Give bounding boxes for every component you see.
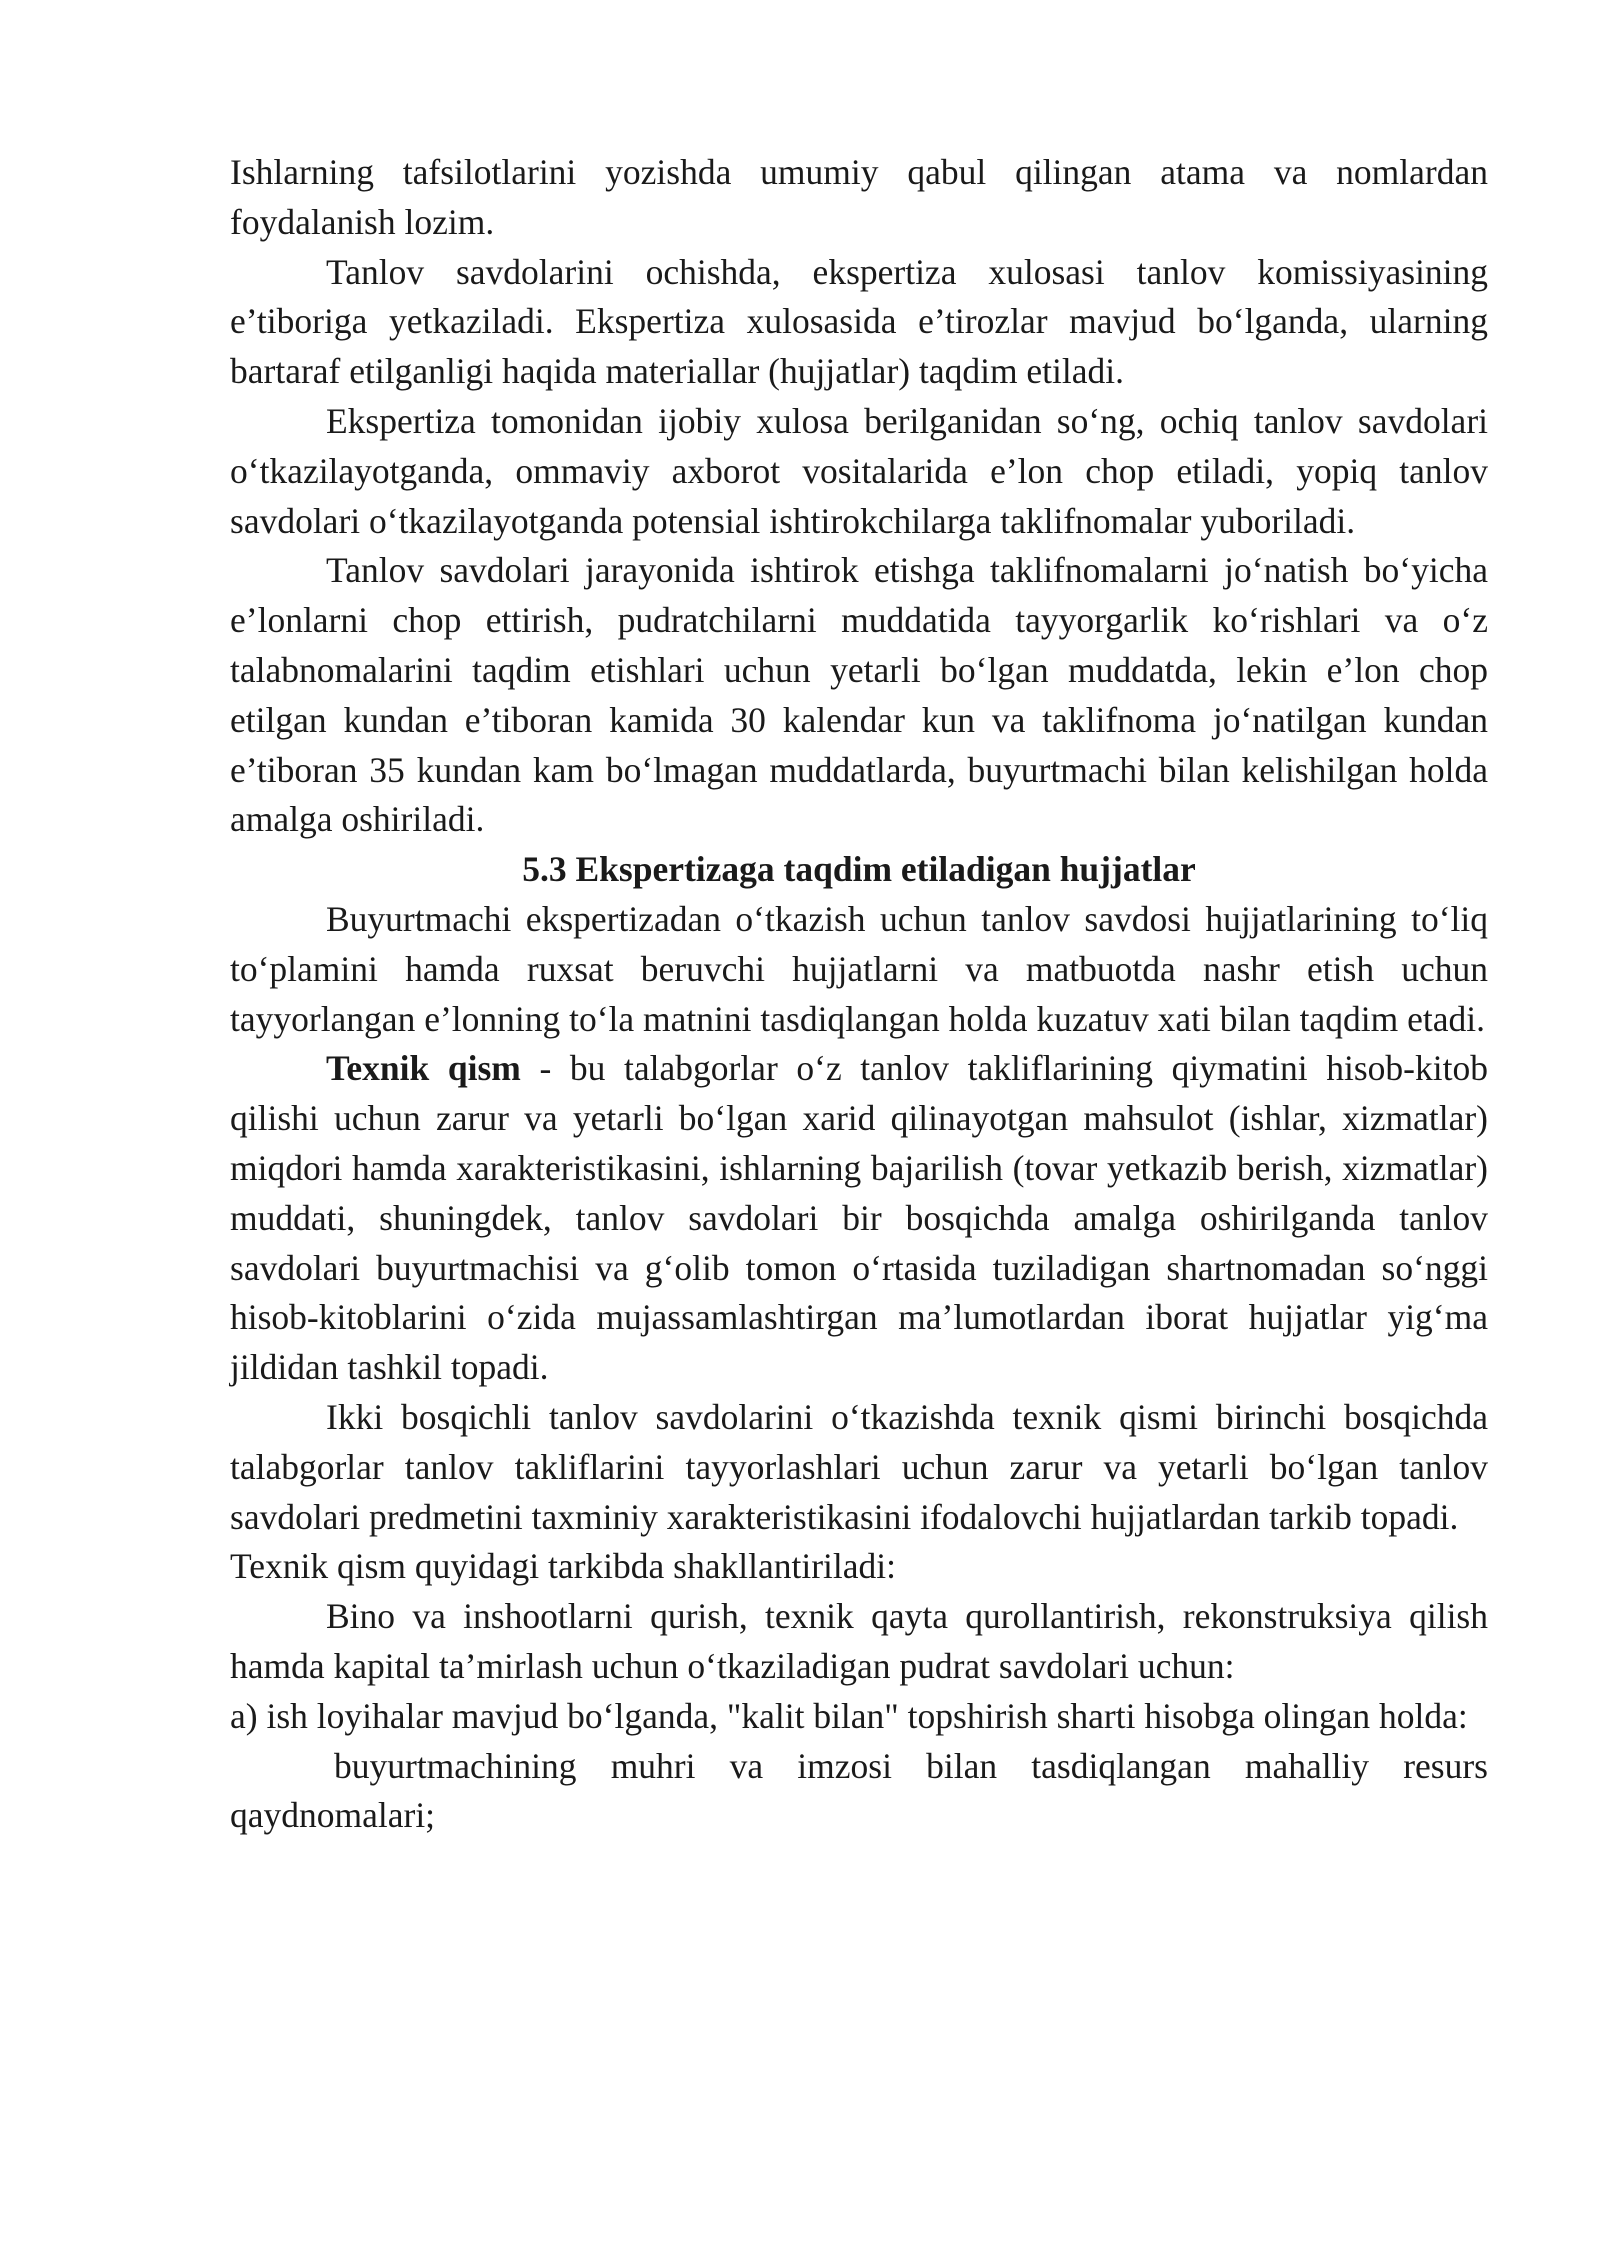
document-page [230,148,1488,1841]
paragraph-8: Texnik qism quyidagi tarkibda shakllantiriladi: [230,1546,896,1587]
paragraph-3: Ekspertiza tomonidan ijobiy xulosa berilganidan so‘ng, ochiq tanlov savdolari o‘tkazilayotganda, ommaviy axborot vositalarida e’lon chop etiladi, yopiq tanlov savdolari o‘tkazilayotganda potensial ishtirokchilarga taklifnomalar yuboriladi. [230,400,1488,541]
paragraph-10: a) ish loyihalar mavjud bo‘lganda, "kalit bilan" topshirish sharti hisobga olingan holda: [230,1695,1468,1736]
paragraph-1: Ishlarning tafsilotlarini yozishda umumiy qabul qilingan atama va nomlardan foydalanish lozim. [230,152,1488,242]
paragraph-7: Ikki bosqichli tanlov savdolarini o‘tkazishda texnik qismi birinchi bosqichda talabgorlar tanlov takliflarini tayyorlashlari uchun zarur va yetarli bo‘lgan tanlov savdolari predmetini taxminiy xarakteristikasini ifodalovchi hujjatlardan tarkib topadi. [230,1396,1488,1537]
paragraph-5: Buyurtmachi ekspertizadan o‘tkazish uchun tanlov savdosi hujjatlarining to‘liq to‘plamini hamda ruxsat beruvchi hujjatlarni va matbuotda nashr etish uchun tayyorlangan e’lonning to‘la matnini tasdiqlangan holda kuzatuv xati bilan taqdim etadi. [230,898,1488,1039]
paragraph-9: Bino va inshootlarni qurish, texnik qayta qurollantirish, rekonstruksiya qilish hamda kapital ta’mirlash uchun o‘tkaziladigan pudrat savdolari uchun: [230,1596,1488,1686]
paragraph-6 [230,1044,1488,1393]
paragraph-2: Tanlov savdolarini ochishda, ekspertiza xulosasi tanlov komissiyasining e’tiboriga yetkaziladi. Ekspertiza xulosasida e’tirozlar mavjud bo‘lganda, ularning bartaraf etilganligi haqida materiallar (hujjatlar) taqdim etiladi. [230,251,1488,392]
term-texnik-qism: Texnik qism [326,1048,521,1089]
paragraph-11: buyurtmachining muhri va imzosi bilan tasdiqlangan mahalliy resurs qaydnomalari; [230,1745,1488,1836]
section-heading: 5.3 Ekspertizaga taqdim etiladigan hujjatlar [522,849,1196,890]
paragraph-4: Tanlov savdolari jarayonida ishtirok etishga taklifnomalarni jo‘natish bo‘yicha e’lonlarni chop ettirish, pudratchilarni muddatida tayyorgarlik ko‘rishlari va o‘z talabnomalarini taqdim etishlari uchun yetarli bo‘lgan muddatda, lekin e’lon chop etilgan kundan e’tiboran kamida 30 kalendar kun va taklifnoma jo‘natilgan kundan e’tiboran 35 kundan kam bo‘lmagan muddatlarda, buyurtmachi bilan kelishilgan holda amalga oshiriladi. [230,550,1488,840]
paragraph-6-text: - bu talabgorlar o‘z tanlov takliflarining qiymatini hisob-kitob qilishi uchun zarur va yetarli bo‘lgan xarid qilinayotgan mahsulot (ishlar, xizmatlar) miqdori hamda xarakteristikasini, ishlarning bajarilish (tovar yetkazib berish, xizmatlar) muddati, shuningdek, tanlov savdolari bir bosqichda amalga oshirilganda tanlov savdolari buyurtmachisi va g‘olib tomon o‘rtasida tuziladigan shartnomadan so‘nggi hisob-kitoblarini o‘zida mujassamlashtirgan ma’lumotlardan iborat hujjatlar yig‘ma jildidan tashkil topadi. [230,1048,1488,1388]
